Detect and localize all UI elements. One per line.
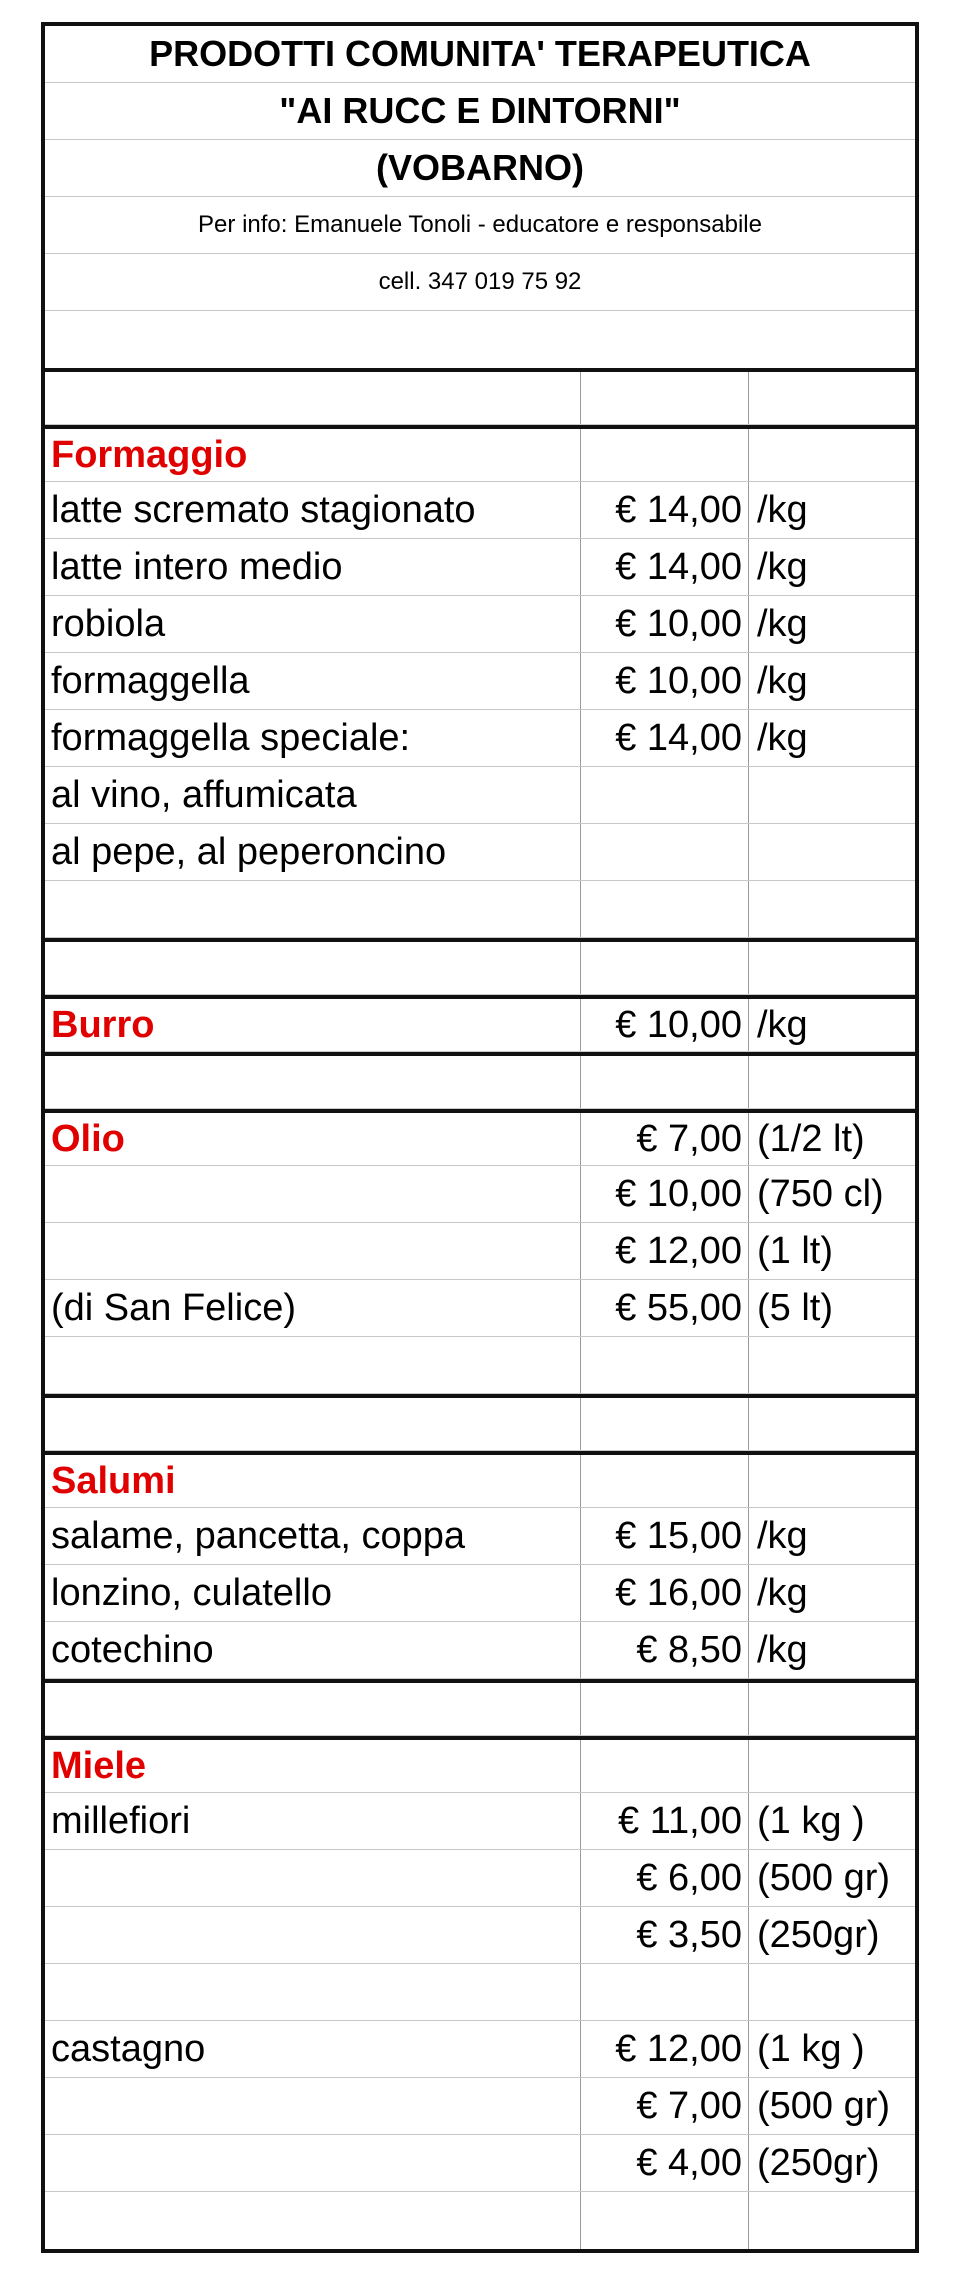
table-row	[45, 2192, 915, 2249]
product-price: € 10,00	[581, 596, 749, 652]
product-price	[581, 1964, 749, 2020]
product-price: € 16,00	[581, 1565, 749, 1621]
product-price: € 4,00	[581, 2135, 749, 2191]
product-unit: /kg	[757, 488, 808, 531]
table-row	[45, 1508, 915, 1565]
product-unit	[749, 1337, 915, 1393]
product-price	[581, 824, 749, 880]
product-price: € 6,00	[581, 1850, 749, 1906]
table-row	[45, 2135, 915, 2192]
product-unit: /kg	[757, 1628, 808, 1671]
product-unit	[749, 1740, 915, 1792]
table-row	[45, 938, 915, 995]
product-unit: (250gr)	[757, 2141, 880, 2184]
table-row	[45, 596, 915, 653]
table-row	[45, 653, 915, 710]
product-unit	[749, 767, 915, 823]
product-unit: (500 gr)	[757, 2084, 891, 2127]
product-unit: (250gr)	[757, 1913, 880, 1956]
table-row	[45, 368, 915, 425]
product-price: € 14,00	[581, 482, 749, 538]
table-row	[45, 1850, 915, 1907]
product-price: € 11,00	[581, 1793, 749, 1849]
product-unit: /kg	[757, 1571, 808, 1614]
product-unit: (1 kg )	[757, 1799, 865, 1842]
product-unit	[749, 1056, 915, 1108]
product-name: latte scremato stagionato	[45, 482, 581, 538]
product-name	[45, 1056, 581, 1108]
product-price: € 12,00	[581, 2021, 749, 2077]
table-row	[45, 710, 915, 767]
product-unit	[749, 2192, 915, 2249]
product-name: salame, pancetta, coppa	[45, 1508, 581, 1564]
table-row	[45, 1964, 915, 2021]
table-row	[45, 1337, 915, 1394]
product-name	[45, 1850, 581, 1906]
category-name: Olio	[45, 1113, 581, 1165]
table-row	[45, 1622, 915, 1679]
price-list-sheet	[41, 22, 919, 2253]
product-name	[45, 1166, 581, 1222]
product-price	[581, 1056, 749, 1108]
product-price	[581, 429, 749, 481]
product-price: € 10,00	[581, 999, 749, 1051]
table-row	[45, 1166, 915, 1223]
product-price	[581, 1398, 749, 1450]
product-price	[581, 1337, 749, 1393]
product-name	[45, 2135, 581, 2191]
product-price	[581, 2192, 749, 2249]
product-unit	[749, 942, 915, 994]
table-row	[45, 881, 915, 938]
table-row	[45, 1793, 915, 1850]
table-row	[45, 2078, 915, 2135]
table-row	[45, 1280, 915, 1337]
product-name	[45, 2192, 581, 2249]
category-row	[45, 1109, 915, 1166]
product-name: lonzino, culatello	[45, 1565, 581, 1621]
table-row	[45, 1052, 915, 1109]
table-row	[45, 2021, 915, 2078]
product-price	[581, 767, 749, 823]
product-price: € 8,50	[581, 1622, 749, 1678]
product-unit: (5 lt)	[757, 1286, 833, 1329]
product-price	[581, 372, 749, 424]
product-unit	[749, 1964, 915, 2020]
table-row	[45, 1223, 915, 1280]
table-row	[45, 824, 915, 881]
category-name: Formaggio	[45, 429, 581, 481]
product-unit: /kg	[757, 1514, 808, 1557]
product-name	[45, 942, 581, 994]
product-name: formaggella speciale:	[45, 710, 581, 766]
product-price	[581, 881, 749, 937]
category-name: Burro	[45, 999, 581, 1051]
table-row	[45, 539, 915, 596]
category-row	[45, 995, 915, 1052]
category-row	[45, 425, 915, 482]
product-price	[581, 1740, 749, 1792]
contact-info: Per info: Emanuele Tonoli - educatore e responsabile	[45, 197, 915, 254]
category-name: Miele	[45, 1740, 581, 1792]
product-name	[45, 372, 581, 424]
product-name: formaggella	[45, 653, 581, 709]
product-unit: (1/2 lt)	[757, 1117, 865, 1160]
product-unit	[749, 1398, 915, 1450]
product-unit: /kg	[757, 659, 808, 702]
product-name: al pepe, al peperoncino	[45, 824, 581, 880]
product-unit: /kg	[757, 545, 808, 588]
product-name: latte intero medio	[45, 539, 581, 595]
table-row	[45, 1679, 915, 1736]
product-price: € 15,00	[581, 1508, 749, 1564]
product-unit: (750 cl)	[757, 1172, 884, 1215]
product-unit: (1 kg )	[757, 2027, 865, 2070]
product-price: € 3,50	[581, 1907, 749, 1963]
product-name	[45, 1907, 581, 1963]
table-row	[45, 767, 915, 824]
product-table	[45, 368, 915, 2249]
product-price: € 55,00	[581, 1280, 749, 1336]
product-unit: /kg	[757, 602, 808, 645]
product-name	[45, 1223, 581, 1279]
product-unit: /kg	[757, 1003, 808, 1046]
table-row	[45, 1907, 915, 1964]
product-name	[45, 1337, 581, 1393]
product-name: castagno	[45, 2021, 581, 2077]
product-price: € 7,00	[581, 2078, 749, 2134]
contact-phone: cell. 347 019 75 92	[45, 254, 915, 311]
product-price: € 10,00	[581, 653, 749, 709]
product-price	[581, 942, 749, 994]
product-unit	[749, 881, 915, 937]
title-line-2: "AI RUCC E DINTORNI"	[45, 83, 915, 140]
product-name	[45, 2078, 581, 2134]
product-unit	[749, 429, 915, 481]
product-unit	[749, 372, 915, 424]
product-unit	[749, 824, 915, 880]
product-name	[45, 1683, 581, 1735]
table-row	[45, 1565, 915, 1622]
product-price: € 14,00	[581, 539, 749, 595]
header-spacer	[45, 311, 915, 368]
product-unit	[749, 1683, 915, 1735]
title-line-3: (VOBARNO)	[45, 140, 915, 197]
table-row	[45, 1394, 915, 1451]
category-name: Salumi	[45, 1455, 581, 1507]
product-unit: /kg	[757, 716, 808, 759]
product-price	[581, 1455, 749, 1507]
category-row	[45, 1736, 915, 1793]
product-name: al vino, affumicata	[45, 767, 581, 823]
product-price: € 12,00	[581, 1223, 749, 1279]
product-price: € 10,00	[581, 1166, 749, 1222]
product-name: millefiori	[45, 1793, 581, 1849]
product-name: (di San Felice)	[45, 1280, 581, 1336]
product-price: € 14,00	[581, 710, 749, 766]
product-price: € 7,00	[581, 1113, 749, 1165]
product-unit	[749, 1455, 915, 1507]
product-name: cotechino	[45, 1622, 581, 1678]
title-line-1: PRODOTTI COMUNITA' TERAPEUTICA	[45, 26, 915, 83]
product-name	[45, 1398, 581, 1450]
category-row	[45, 1451, 915, 1508]
product-name	[45, 1964, 581, 2020]
product-name: robiola	[45, 596, 581, 652]
product-name	[45, 881, 581, 937]
product-unit: (1 lt)	[757, 1229, 833, 1272]
table-row	[45, 482, 915, 539]
product-unit: (500 gr)	[757, 1856, 891, 1899]
product-price	[581, 1683, 749, 1735]
